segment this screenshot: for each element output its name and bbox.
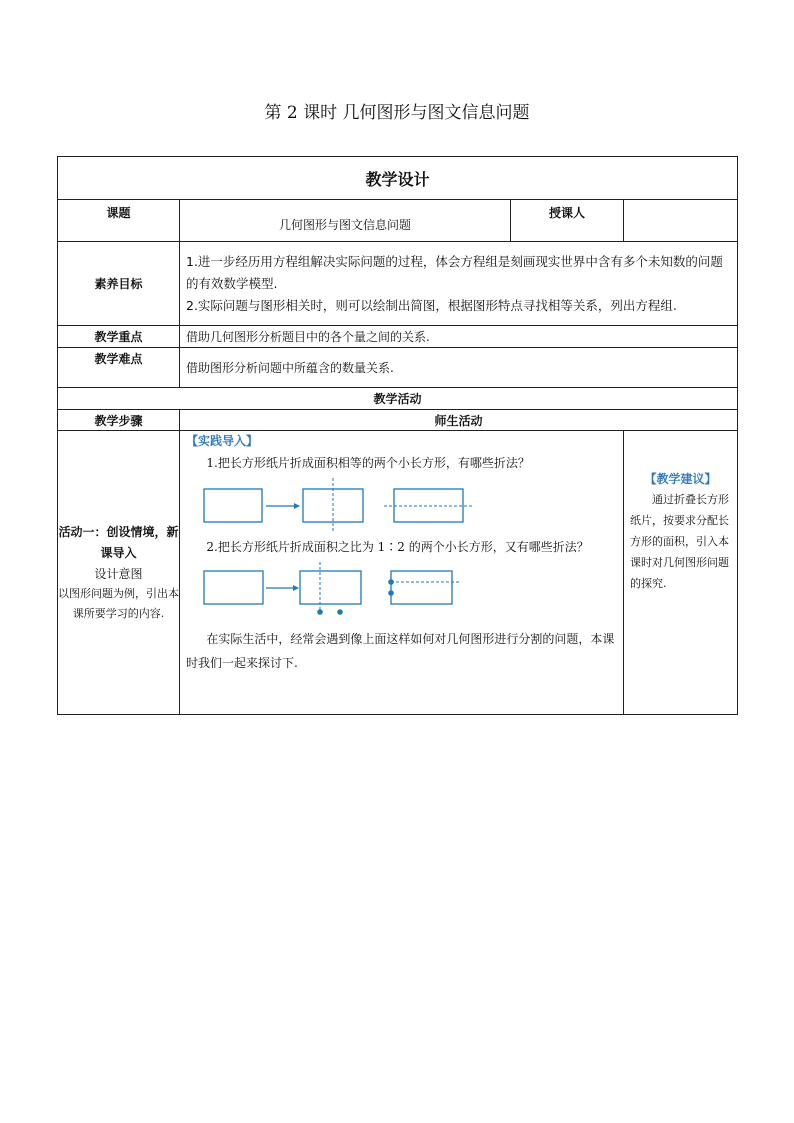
fold-ratio-figure (186, 559, 606, 627)
closing-text: 在实际生活中，经常会遇到像上面这样如何对几何图形进行分割的问题，本课时我们一起来探讨下. (186, 632, 615, 670)
goals-cell (180, 242, 738, 326)
goals-label: 素养目标 (58, 242, 180, 326)
teacher-label: 授课人 (511, 200, 624, 242)
teaching-suggestion-text: 通过折叠长方形纸片，按要求分配长方形的面积，引入本课时对几何图形问题的探究. (630, 493, 729, 590)
page-title: 第 2 课时 几何图形与图文信息问题 (264, 103, 530, 123)
practice-intro-tag: 【实践导入】 (186, 434, 259, 448)
key-value: 借助几何图形分析题目中的各个量之间的关系. (180, 326, 738, 348)
steps-label: 教学步骤 (58, 410, 180, 431)
difficult-value: 借助图形分析问题中所蕴含的数量关系. (180, 348, 738, 388)
activities-header: 教学活动 (58, 388, 738, 410)
teacher-student-label: 师生活动 (180, 410, 738, 431)
question-1: 1.把长方形纸片折成面积相等的两个小长方形，有哪些折法？ (206, 456, 530, 470)
goal-1: 1.进一步经历用方程组解决实际问题的过程，体会方程组是刻画现实世界中含有多个未知数的问题的有效数学模型. (186, 253, 723, 291)
activity1-intent-text: 以图形问题为例，引出本课所要学习的内容. (58, 586, 179, 620)
topic-value: 几何图形与图文信息问题 (180, 200, 511, 242)
table-header: 教学设计 (58, 157, 738, 200)
activity1-step-title: 活动一：创设情境，新课导入 (58, 524, 179, 560)
goal-2: 2.实际问题与图形相关时，则可以绘制出简图，根据图形特点寻找相等关系，列出方程组. (186, 297, 677, 313)
question-2: 2.把长方形纸片折成面积之比为 1∶2 的两个小长方形，又有哪些折法？ (206, 540, 589, 554)
key-label: 教学重点 (58, 326, 180, 348)
teaching-suggestion-cell (624, 431, 738, 715)
difficult-label: 教学难点 (58, 348, 180, 388)
activity1-content (180, 431, 624, 715)
lesson-design-table (57, 156, 738, 715)
teacher-value (624, 200, 738, 242)
teaching-suggestion-tag: 【教学建议】 (644, 472, 717, 486)
fold-equal-figure (186, 475, 606, 535)
activity1-intent-label: 设计意图 (94, 566, 143, 581)
topic-label: 课题 (58, 200, 180, 242)
activity1-step-cell (58, 431, 180, 715)
